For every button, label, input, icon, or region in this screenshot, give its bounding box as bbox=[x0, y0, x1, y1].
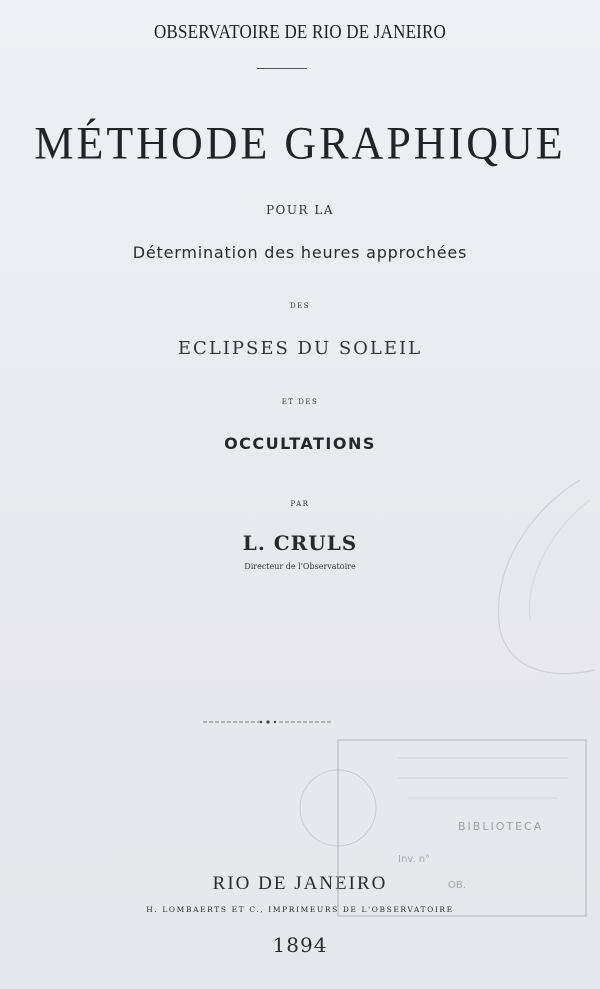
imprint-printer: H. LOMBAERTS ET C., IMPRIMEURS DE L'OBSERVATOIRE bbox=[146, 905, 454, 914]
imprint-year: 1894 bbox=[272, 933, 328, 957]
short-rule bbox=[257, 68, 307, 69]
stamp-line-3: BIBLIOTECA bbox=[458, 820, 544, 833]
occultations-heading: OCCULTATIONS bbox=[224, 434, 376, 453]
des-text: DES bbox=[289, 302, 311, 310]
book-subtitle: Détermination des heures approchées bbox=[132, 243, 468, 262]
author-role: Directeur de l'Observatoire bbox=[244, 562, 356, 571]
ornament-divider bbox=[203, 717, 333, 727]
et-des-text: ET DES bbox=[281, 398, 319, 406]
institution-heading: OBSERVATOIRE DE RIO DE JANEIRO bbox=[153, 20, 447, 43]
imprint-city: RIO DE JANEIRO bbox=[212, 873, 388, 894]
stamp-line-5: OB. bbox=[448, 880, 466, 891]
book-title: MÉTHODE GRAPHIQUE bbox=[34, 117, 566, 170]
author-name: L. CRULS bbox=[242, 531, 358, 555]
pour-la-text: POUR LA bbox=[265, 203, 334, 217]
eclipses-heading: ECLIPSES DU SOLEIL bbox=[177, 338, 423, 359]
par-text: PAR bbox=[290, 500, 310, 508]
stamp-line-4: Inv. n° bbox=[398, 854, 431, 865]
